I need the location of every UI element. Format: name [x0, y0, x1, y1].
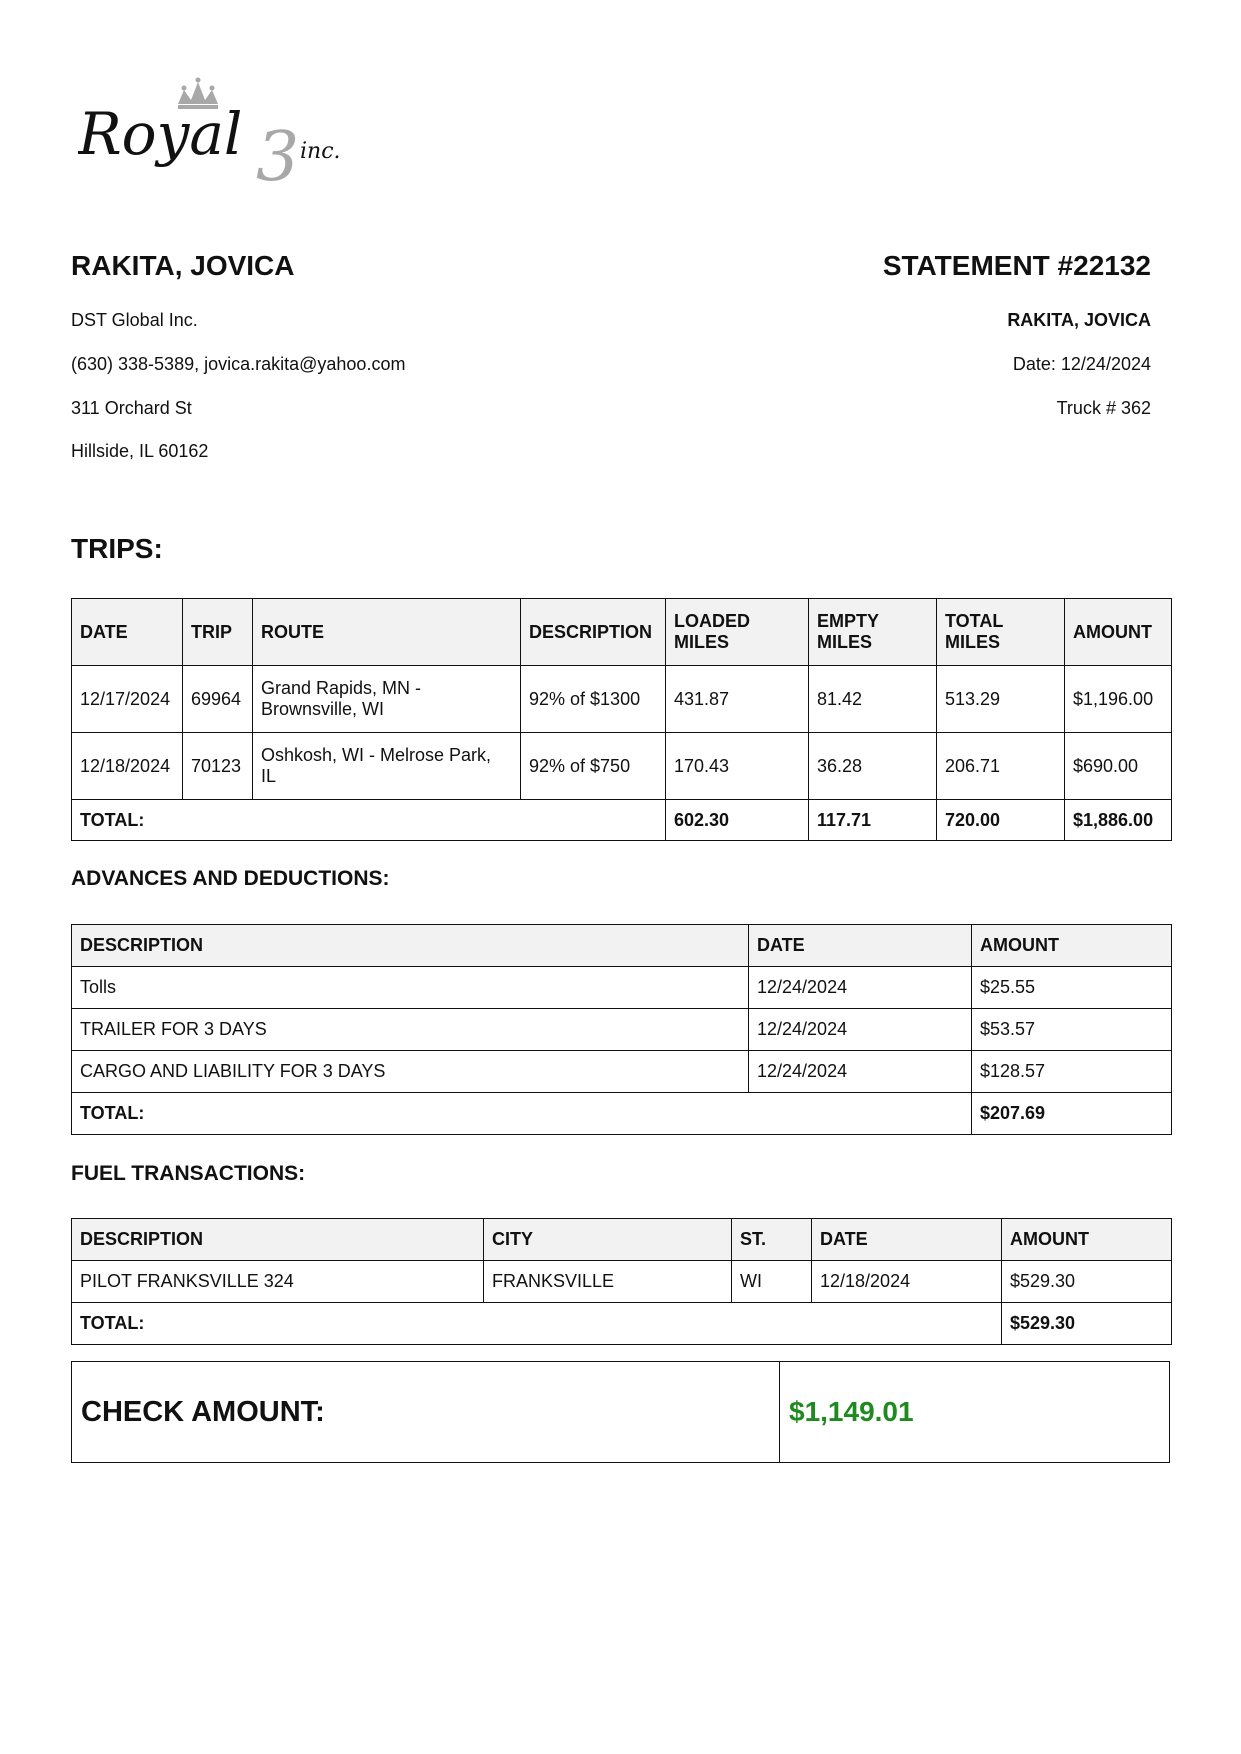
trip-empty-miles: 81.42 [809, 666, 937, 733]
fuel-section-title: FUEL TRANSACTIONS: [71, 1162, 306, 1185]
trip-number: 70123 [183, 733, 253, 800]
total-amount: $529.30 [1002, 1303, 1172, 1345]
column-header-date: DATE [72, 599, 183, 666]
trip-total-miles: 513.29 [937, 666, 1065, 733]
total-amount: $1,886.00 [1065, 800, 1172, 841]
royal3-logo [78, 76, 398, 196]
column-header-date: DATE [749, 925, 972, 967]
statement-driver-name: RAKITA, JOVICA [1007, 310, 1151, 330]
total-loaded-miles: 602.30 [666, 800, 809, 841]
column-header-loaded-miles: LOADED MILES [666, 599, 809, 666]
advances-section-title: ADVANCES AND DEDUCTIONS: [71, 867, 390, 890]
statement-date: Date: 12/24/2024 [1012, 354, 1151, 374]
table-header-row [72, 599, 1172, 666]
logo-suffix: inc. [300, 139, 341, 164]
driver-name-title: RAKITA, JOVICA [71, 250, 295, 281]
trip-number: 69964 [183, 666, 253, 733]
total-amount: $207.69 [972, 1093, 1172, 1135]
column-header-city: CITY [484, 1219, 732, 1261]
column-header-description: DESCRIPTION [521, 599, 666, 666]
column-header-amount: AMOUNT [1065, 599, 1172, 666]
check-amount-label: CHECK AMOUNT: [72, 1362, 780, 1462]
column-header-amount: AMOUNT [1002, 1219, 1172, 1261]
trip-loaded-miles: 431.87 [666, 666, 809, 733]
column-header-empty-miles: EMPTY MILES [809, 599, 937, 666]
deduction-description: CARGO AND LIABILITY FOR 3 DAYS [72, 1051, 749, 1093]
total-label: TOTAL: [72, 1303, 1002, 1345]
fuel-date: 12/18/2024 [812, 1261, 1002, 1303]
column-header-state: ST. [732, 1219, 812, 1261]
column-header-trip: TRIP [183, 599, 253, 666]
table-header-row [72, 1219, 1172, 1261]
deduction-date: 12/24/2024 [749, 1009, 972, 1051]
total-label: TOTAL: [72, 800, 666, 841]
deduction-amount: $128.57 [972, 1051, 1172, 1093]
column-header-amount: AMOUNT [972, 925, 1172, 967]
fuel-state: WI [732, 1261, 812, 1303]
trip-amount: $1,196.00 [1065, 666, 1172, 733]
deduction-description: TRAILER FOR 3 DAYS [72, 1009, 749, 1051]
total-row [72, 800, 1172, 841]
trip-description: 92% of $750 [521, 733, 666, 800]
table-row [72, 1009, 1172, 1051]
trips-section-title: TRIPS: [71, 533, 163, 564]
fuel-amount: $529.30 [1002, 1261, 1172, 1303]
advances-table [71, 924, 1172, 1135]
column-header-description: DESCRIPTION [72, 1219, 484, 1261]
trip-date: 12/18/2024 [72, 733, 183, 800]
total-row [72, 1093, 1172, 1135]
trips-table [71, 598, 1172, 841]
city-state-zip: Hillside, IL 60162 [71, 441, 209, 461]
total-row [72, 1303, 1172, 1345]
fuel-description: PILOT FRANKSVILLE 324 [72, 1261, 484, 1303]
fuel-city: FRANKSVILLE [484, 1261, 732, 1303]
logo-word: Royal [78, 100, 243, 168]
truck-number: Truck # 362 [1056, 398, 1151, 418]
contact-info: (630) 338-5389, jovica.rakita@yahoo.com [71, 354, 406, 374]
column-header-total-miles: TOTAL MILES [937, 599, 1065, 666]
trip-total-miles: 206.71 [937, 733, 1065, 800]
fuel-table [71, 1218, 1172, 1345]
deduction-description: Tolls [72, 967, 749, 1009]
table-row [72, 1261, 1172, 1303]
table-row [72, 1051, 1172, 1093]
column-header-route: ROUTE [253, 599, 521, 666]
street-address: 311 Orchard St [71, 398, 192, 418]
table-header-row [72, 925, 1172, 967]
trip-route: Oshkosh, WI - Melrose Park, IL [253, 733, 521, 800]
total-label: TOTAL: [72, 1093, 972, 1135]
deduction-amount: $53.57 [972, 1009, 1172, 1051]
deduction-date: 12/24/2024 [749, 967, 972, 1009]
table-row [72, 967, 1172, 1009]
deduction-amount: $25.55 [972, 967, 1172, 1009]
trip-description: 92% of $1300 [521, 666, 666, 733]
trip-loaded-miles: 170.43 [666, 733, 809, 800]
company-name: DST Global Inc. [71, 310, 198, 330]
trip-amount: $690.00 [1065, 733, 1172, 800]
total-miles: 720.00 [937, 800, 1065, 841]
table-row [72, 666, 1172, 733]
logo-numeral: 3 [256, 118, 300, 196]
table-row [72, 733, 1172, 800]
trip-route: Grand Rapids, MN - Brownsville, WI [253, 666, 521, 733]
deduction-date: 12/24/2024 [749, 1051, 972, 1093]
check-amount-value: $1,149.01 [789, 1396, 914, 1427]
trip-date: 12/17/2024 [72, 666, 183, 733]
statement-number-title: STATEMENT #22132 [882, 250, 1151, 281]
column-header-description: DESCRIPTION [72, 925, 749, 967]
column-header-date: DATE [812, 1219, 1002, 1261]
check-amount-box [71, 1361, 1170, 1463]
trip-empty-miles: 36.28 [809, 733, 937, 800]
total-empty-miles: 117.71 [809, 800, 937, 841]
